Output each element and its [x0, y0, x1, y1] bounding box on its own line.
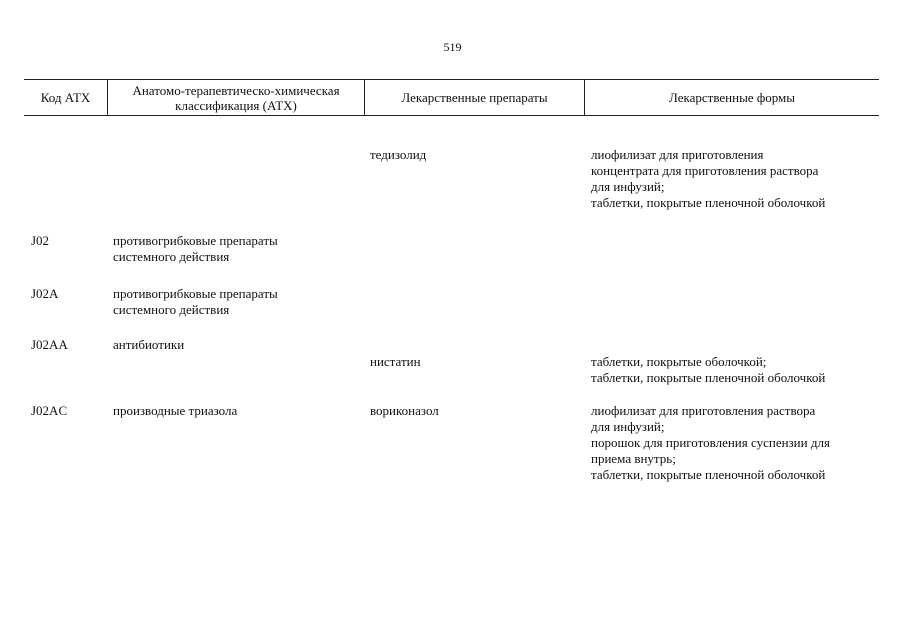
page-number: 519 — [443, 40, 462, 54]
dosage-forms: таблетки, покрытые оболочкой; таблетки, покрытые пленочной оболочкой — [591, 354, 826, 385]
dosage-forms: лиофилизат для приготовления раствора для инфузий; порошок для приготовления суспензии для приема внутрь; таблетки, покрытые пленочной оболочкой — [591, 403, 830, 482]
drug-name: тедизолид — [370, 147, 427, 162]
atc-code: J02 — [31, 233, 50, 248]
atc-classification: производные триазола — [113, 403, 238, 418]
atc-classification: противогрибковые препараты системного действия — [113, 233, 278, 264]
atc-code: J02A — [31, 286, 59, 301]
atc-classification: противогрибковые препараты системного действия — [113, 286, 278, 317]
atc-code: J02AC — [31, 403, 68, 418]
atc-classification: антибиотики — [113, 337, 185, 352]
dosage-forms: лиофилизат для приготовления концентрата для приготовления раствора для инфузий; таблетки, покрытые пленочной оболочкой — [591, 147, 826, 210]
atc-code: J02AA — [31, 337, 68, 352]
header-drugs: Лекарственные препараты — [401, 90, 548, 105]
header-classification: Анатомо-терапевтическо-химическая классификация (АТХ) — [132, 82, 340, 113]
header-code: Код АТХ — [40, 90, 91, 105]
drug-name: вориконазол — [370, 403, 439, 418]
drug-name: нистатин — [370, 354, 421, 369]
header-bottom-rule — [24, 115, 879, 116]
header-forms: Лекарственные формы — [668, 90, 796, 105]
